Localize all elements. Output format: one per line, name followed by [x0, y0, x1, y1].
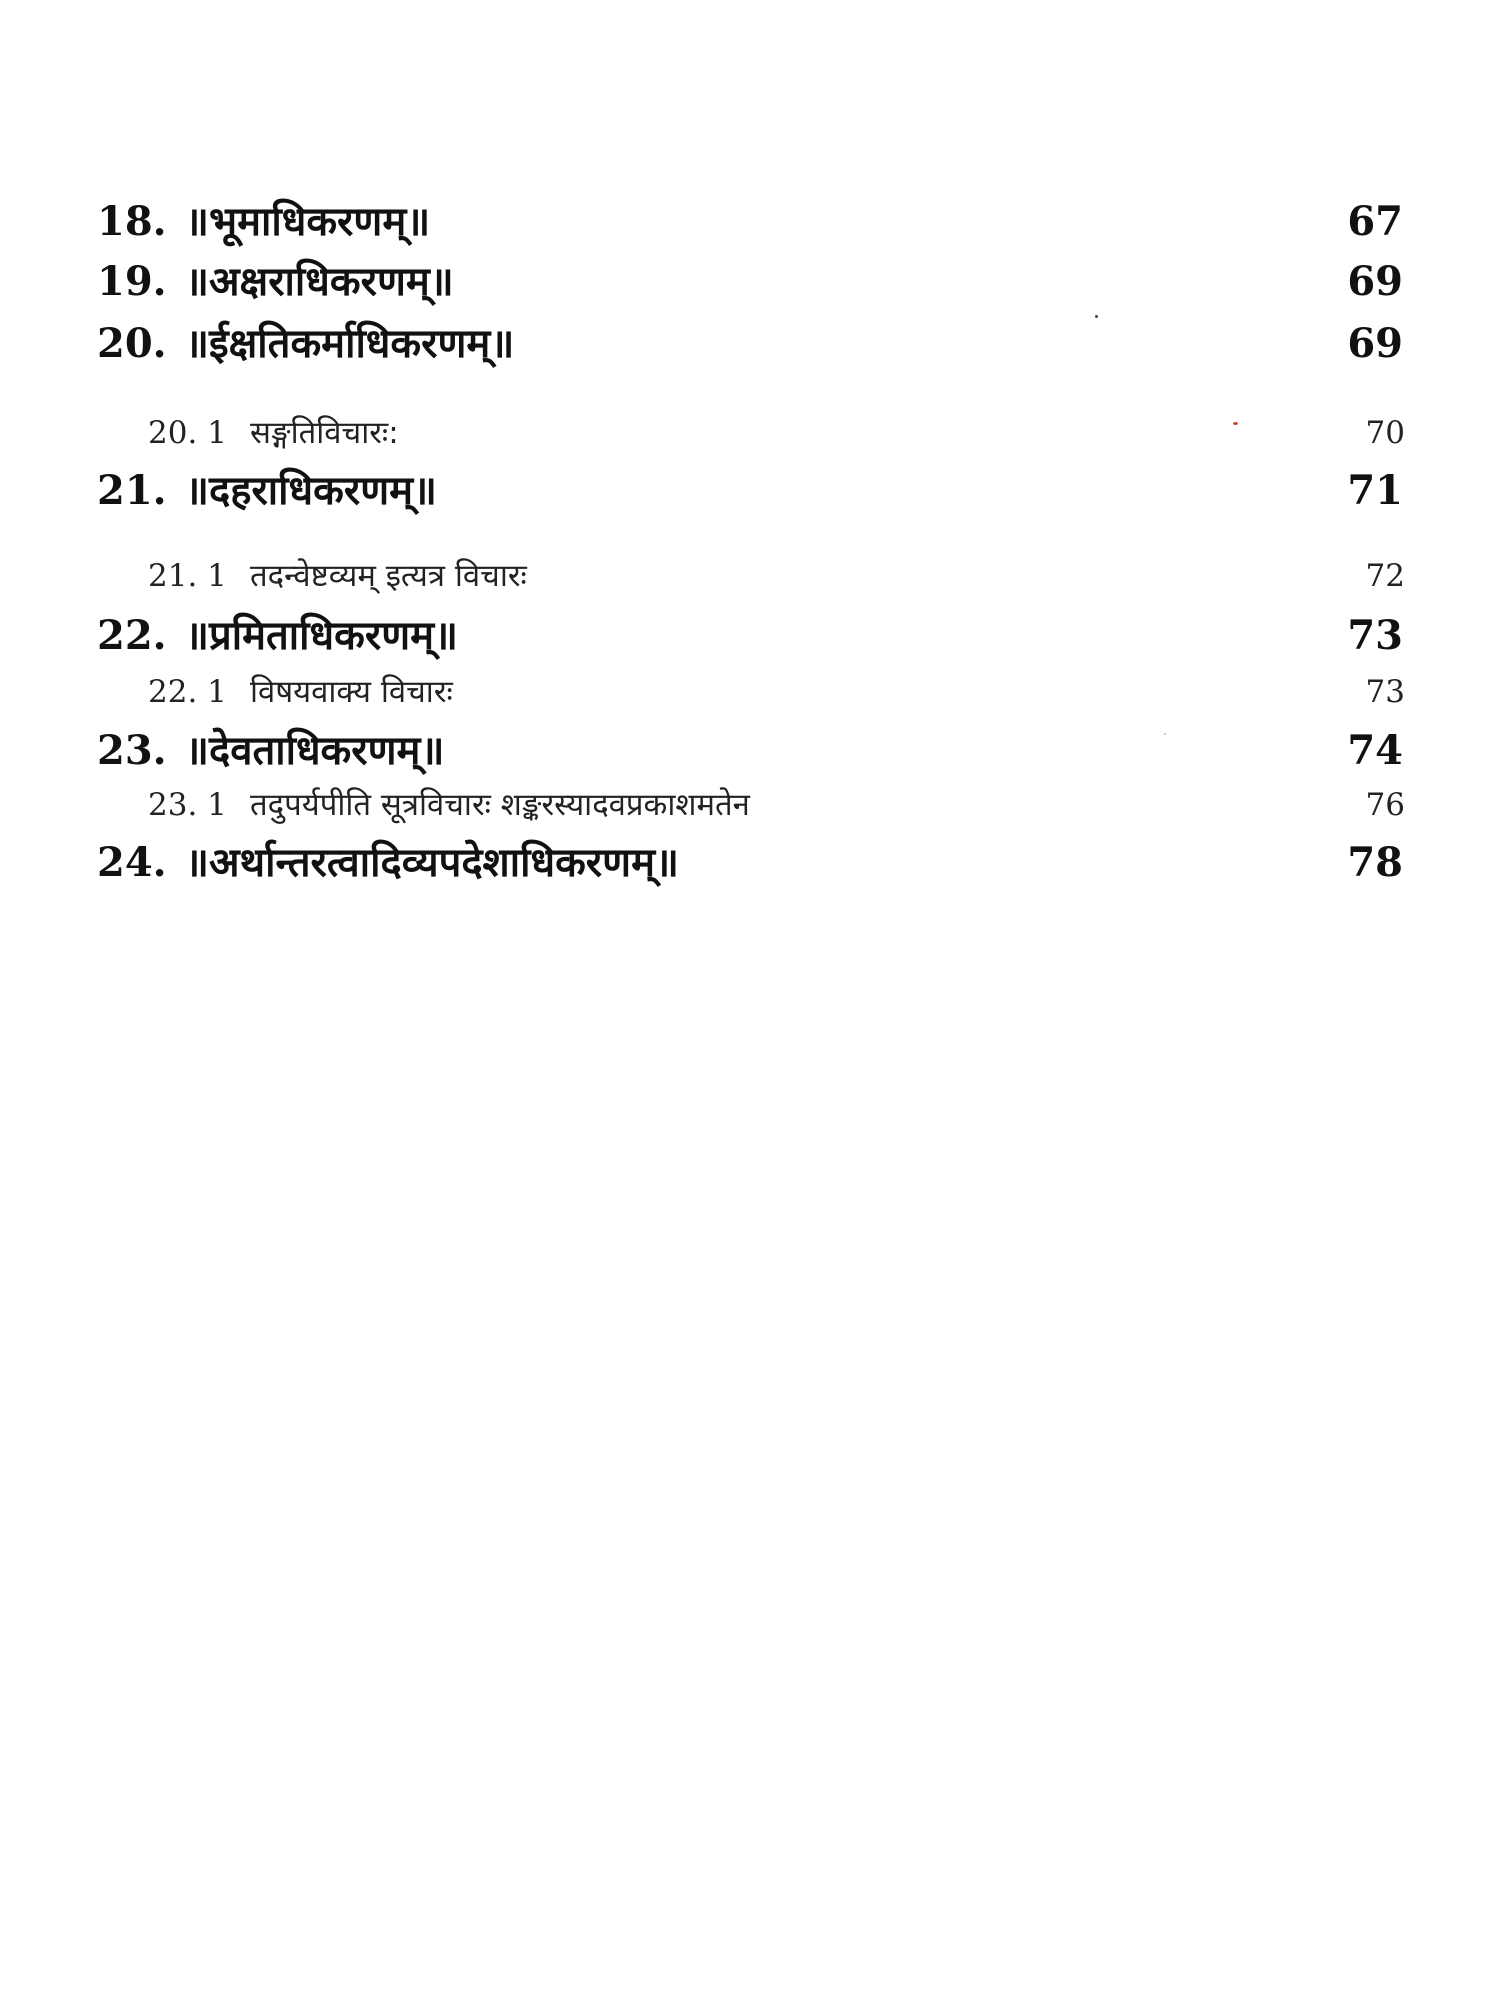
subentry-page: 70 [1365, 415, 1405, 451]
entry-number: 23. [97, 727, 167, 774]
subentry-number: 21. 1 [148, 558, 227, 594]
subentry-title: तदुपर्यपीति सूत्रविचारः शङ्करस्यादवप्रकाशमतेन [250, 787, 750, 823]
entry-title: ॥दहराधिकरणम्॥ [185, 467, 437, 514]
subentry-number: 22. 1 [148, 674, 227, 710]
entry-title: ॥देवताधिकरणम्॥ [185, 727, 445, 774]
entry-number: 21. [97, 467, 167, 514]
subentry-page: 73 [1365, 674, 1405, 710]
entry-number: 20. [97, 320, 167, 367]
entry-page: 74 [1347, 727, 1403, 774]
entry-number: 19. [97, 258, 167, 305]
entry-page: 78 [1347, 839, 1403, 886]
subentry-title: विषयवाक्य विचारः [250, 674, 453, 710]
subentry-number: 23. 1 [148, 787, 227, 823]
entry-page: 69 [1347, 258, 1403, 305]
scan-speck-red [1233, 422, 1238, 425]
entry-title: ॥प्रमिताधिकरणम्॥ [185, 612, 458, 659]
entry-title: ॥भूमाधिकरणम्॥ [185, 198, 431, 245]
entry-page: 67 [1347, 198, 1403, 245]
entry-page: 71 [1347, 467, 1403, 514]
subentry-page: 72 [1365, 558, 1405, 594]
entry-title: ॥ईक्षतिकर्माधिकरणम्॥ [185, 320, 515, 367]
scan-speck [1095, 315, 1098, 318]
subentry-title: तदन्वेष्टव्यम् इत्यत्र विचारः [250, 558, 527, 594]
scan-speck [1164, 733, 1166, 735]
subentry-title: सङ्गतिविचारः: [250, 415, 399, 451]
entry-title: ॥अर्थान्तरत्वादिव्यपदेशाधिकरणम्॥ [185, 839, 679, 886]
entry-number: 22. [97, 612, 167, 659]
entry-number: 18. [97, 198, 167, 245]
entry-number: 24. [97, 839, 167, 886]
entry-title: ॥अक्षराधिकरणम्॥ [185, 258, 454, 305]
entry-page: 69 [1347, 320, 1403, 367]
subentry-page: 76 [1365, 787, 1405, 823]
subentry-number: 20. 1 [148, 415, 227, 451]
entry-page: 73 [1347, 612, 1403, 659]
